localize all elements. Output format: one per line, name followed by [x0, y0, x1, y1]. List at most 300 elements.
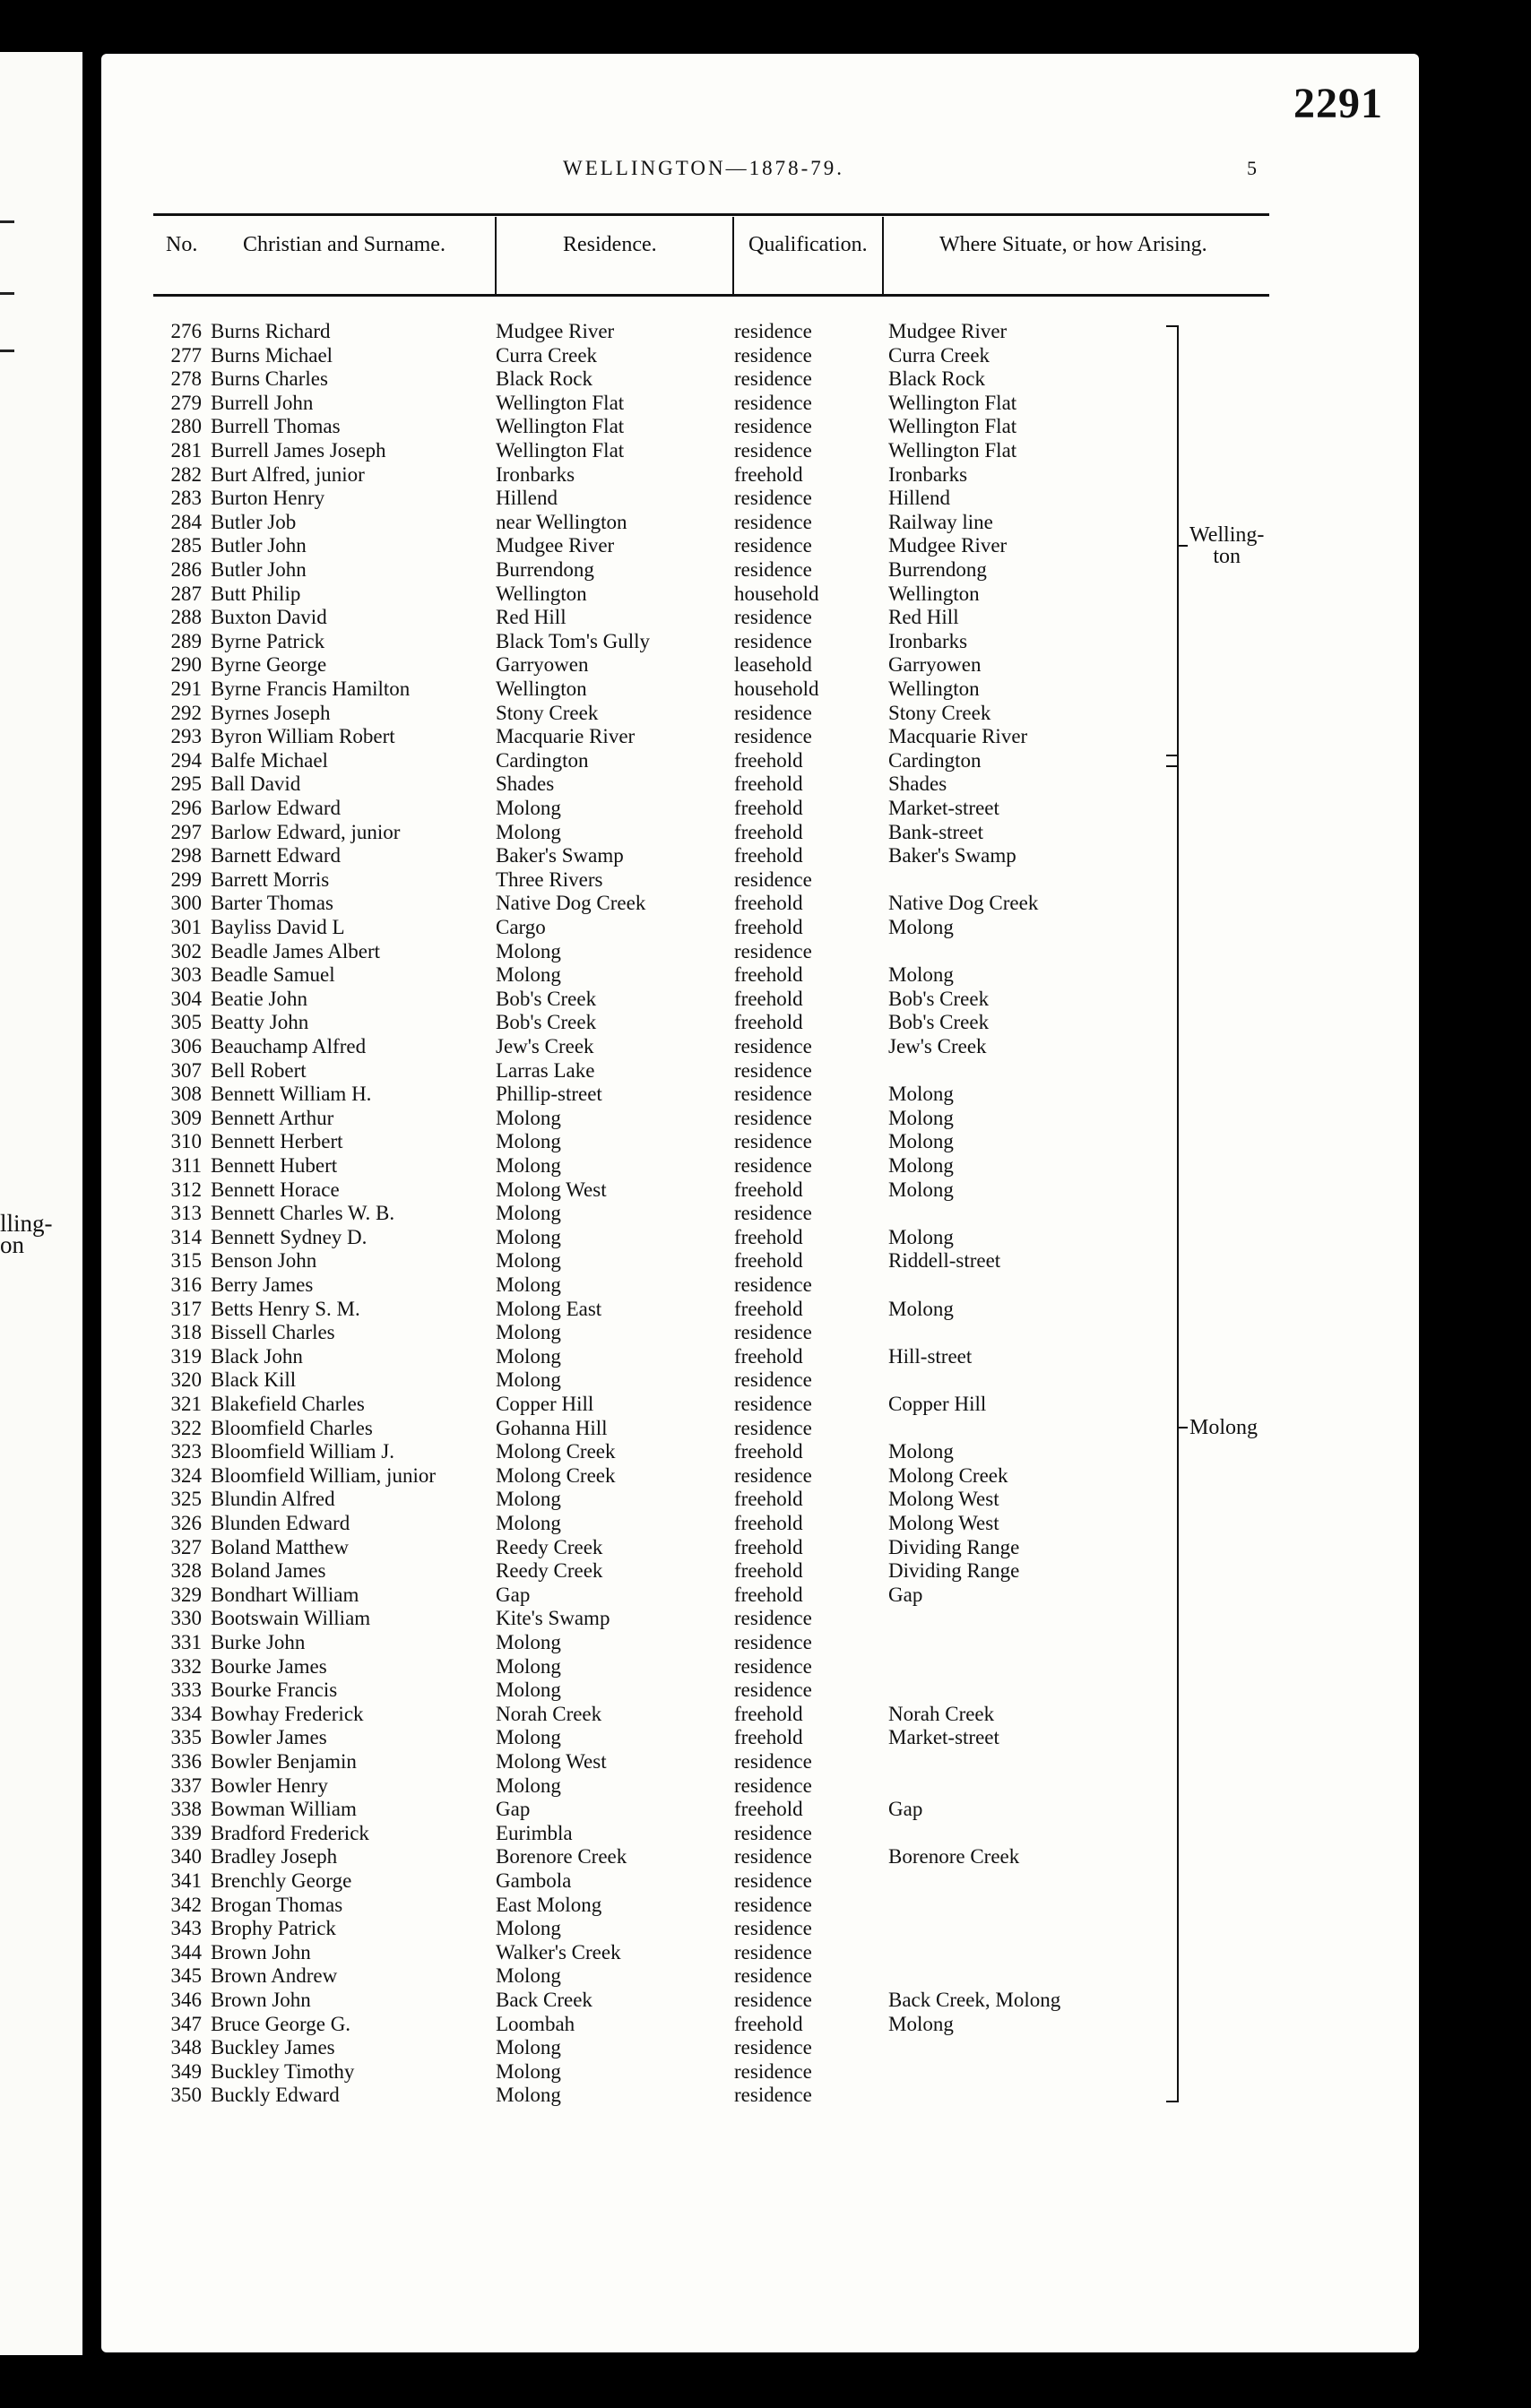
table-row: [101, 963, 1356, 987]
entry-name: Bradley Joseph: [211, 1845, 338, 1869]
entry-name: Bissell Charles: [211, 1321, 335, 1344]
entry-number: 287: [170, 582, 202, 605]
table-row: [101, 1607, 1356, 1630]
entry-number: 315: [170, 1249, 202, 1273]
table-row: [101, 1368, 1356, 1392]
bracket-stroke: [1166, 2101, 1179, 2102]
entry-name: Buckly Edward: [211, 2084, 340, 2107]
entry-name: Bloomfield William, junior: [211, 1463, 436, 1487]
entry-qualification: residence: [734, 343, 812, 367]
table-row: [101, 1178, 1356, 1202]
table-row: [101, 2060, 1356, 2084]
entry-number: 327: [170, 1535, 202, 1558]
entry-number: 323: [170, 1440, 202, 1463]
entry-name: Buxton David: [211, 606, 327, 629]
entry-number: 316: [170, 1273, 202, 1296]
entry-residence: Molong: [496, 1679, 561, 1702]
column-header-name: Christian and Surname.: [243, 233, 445, 256]
entry-qualification: residence: [734, 1273, 812, 1296]
entry-qualification: residence: [734, 1083, 812, 1106]
entry-residence: Molong: [496, 1631, 561, 1653]
table-row: [101, 868, 1356, 892]
table-row: [101, 1536, 1356, 1559]
entry-number: 336: [170, 1750, 202, 1773]
table-row: [101, 940, 1356, 963]
entry-name: Bennett Horace: [211, 1178, 340, 1201]
entry-number: 334: [170, 1702, 202, 1725]
entry-qualification: household: [734, 582, 819, 605]
entry-number: 278: [170, 367, 202, 391]
entry-where-situate: Norah Creek: [888, 1702, 995, 1725]
entry-number: 279: [170, 391, 202, 414]
entry-name: Burrell James Joseph: [211, 439, 386, 462]
entry-residence: Molong West: [496, 1750, 607, 1773]
entry-residence: Bob's Creek: [496, 1011, 597, 1034]
page-number: 2291: [1293, 80, 1383, 127]
entry-number: 332: [170, 1654, 202, 1678]
entry-number: 314: [170, 1225, 202, 1248]
entry-residence: Shades: [496, 772, 555, 796]
entry-name: Black Kill: [211, 1368, 297, 1392]
entry-where-situate: Copper Hill: [888, 1393, 987, 1415]
table-row: [101, 1584, 1356, 1607]
entry-where-situate: Cardington: [888, 748, 982, 772]
entry-residence: Phillip-street: [496, 1083, 602, 1106]
entry-number: 294: [170, 748, 202, 772]
entry-number: 317: [170, 1297, 202, 1320]
column-divider: [732, 217, 734, 294]
entry-qualification: residence: [734, 391, 812, 414]
table-row: [101, 653, 1356, 677]
entry-name: Black John: [211, 1344, 303, 1368]
column-header-where: Where Situate, or how Arising.: [939, 233, 1207, 256]
entry-number: 324: [170, 1463, 202, 1487]
entry-name: Bennett William H.: [211, 1083, 372, 1106]
entry-where-situate: Market-street: [888, 797, 999, 819]
entry-name: Barlow Edward: [211, 797, 341, 819]
entry-qualification: residence: [734, 1893, 812, 1916]
entry-qualification: freehold: [734, 772, 803, 796]
entry-where-situate: Stony Creek: [888, 701, 991, 724]
entry-where-situate: Railway line: [888, 510, 993, 533]
entry-name: Boland James: [211, 1559, 326, 1583]
entry-where-situate: Molong West: [888, 1512, 999, 1534]
entry-residence: Mudgee River: [496, 534, 615, 557]
entry-residence: Larras Lake: [496, 1058, 595, 1082]
entry-residence: Gambola: [496, 1869, 572, 1892]
entry-qualification: residence: [734, 1750, 812, 1773]
entry-name: Barrett Morris: [211, 867, 330, 891]
entry-number: 300: [170, 892, 202, 915]
district-label: Welling- ton: [1189, 522, 1265, 568]
table-row: [101, 2036, 1356, 2059]
table-row: [101, 1726, 1356, 1749]
entry-number: 321: [170, 1393, 202, 1415]
entry-name: Ball David: [211, 772, 301, 796]
table-row: [101, 1631, 1356, 1654]
entry-residence: Molong: [496, 1654, 561, 1678]
entry-number: 305: [170, 1011, 202, 1034]
entry-number: 328: [170, 1559, 202, 1583]
entry-qualification: freehold: [734, 987, 803, 1010]
entry-name: Beatie John: [211, 987, 307, 1010]
entry-name: Brenchly George: [211, 1869, 352, 1892]
entry-number: 280: [170, 415, 202, 438]
entry-qualification: freehold: [734, 1702, 803, 1725]
entry-qualification: residence: [734, 367, 812, 391]
entry-qualification: freehold: [734, 963, 803, 987]
entry-where-situate: Red Hill: [888, 606, 959, 629]
entry-where-situate: Ironbarks: [888, 462, 968, 486]
table-row: [101, 1559, 1356, 1583]
table-row: [101, 1512, 1356, 1535]
entry-residence: Eurimbla: [496, 1821, 573, 1844]
entry-where-situate: Back Creek, Molong: [888, 1989, 1061, 2011]
table-row: [101, 1083, 1356, 1106]
entry-qualification: residence: [734, 1845, 812, 1869]
entry-residence: Molong: [496, 1726, 561, 1749]
entry-qualification: freehold: [734, 1559, 803, 1583]
entry-where-situate: Native Dog Creek: [888, 892, 1039, 915]
entry-where-situate: Molong: [888, 1083, 954, 1106]
table-row: [101, 1989, 1356, 2012]
entry-where-situate: Burrendong: [888, 558, 987, 581]
entry-number: 335: [170, 1726, 202, 1749]
entry-number: 337: [170, 1774, 202, 1797]
table-row: [101, 797, 1356, 820]
header-bottom-rule: [153, 294, 1269, 297]
entry-where-situate: Molong: [888, 1440, 954, 1463]
entry-where-situate: Garryowen: [888, 653, 982, 677]
entry-residence: Macquarie River: [496, 725, 636, 748]
entry-number: 286: [170, 558, 202, 581]
entry-residence: Burrendong: [496, 558, 594, 581]
entry-residence: Wellington Flat: [496, 415, 625, 438]
entry-qualification: residence: [734, 1964, 812, 1988]
entry-number: 333: [170, 1679, 202, 1702]
entry-where-situate: Molong: [888, 1297, 954, 1320]
entry-qualification: residence: [734, 1631, 812, 1653]
entry-where-situate: Molong: [888, 1225, 954, 1248]
entry-qualification: residence: [734, 2084, 812, 2107]
entry-residence: Molong Creek: [496, 1463, 616, 1487]
entry-name: Bennett Herbert: [211, 1130, 343, 1153]
entry-number: 341: [170, 1869, 202, 1892]
column-divider: [882, 217, 884, 294]
entry-where-situate: Molong: [888, 1178, 954, 1201]
entry-name: Bennett Sydney D.: [211, 1225, 368, 1248]
table-row: [101, 1679, 1356, 1702]
entry-residence: Ironbarks: [496, 462, 575, 486]
entry-name: Byron William Robert: [211, 725, 395, 748]
table-row: [101, 1894, 1356, 1917]
entry-qualification: residence: [734, 939, 812, 962]
entry-qualification: freehold: [734, 1178, 803, 1201]
table-row: [101, 1345, 1356, 1368]
entry-residence: Black Rock: [496, 367, 593, 391]
district-label: Molong: [1189, 1415, 1259, 1439]
entry-where-situate: Borenore Creek: [888, 1845, 1020, 1869]
entry-qualification: freehold: [734, 1726, 803, 1749]
table-row: [101, 1822, 1356, 1845]
entry-name: Bell Robert: [211, 1058, 307, 1082]
table-row: [101, 1321, 1356, 1344]
entry-name: Bowler Benjamin: [211, 1750, 357, 1773]
entry-residence: Reedy Creek: [496, 1559, 603, 1583]
entry-qualification: residence: [734, 629, 812, 652]
header-top-rule: [153, 213, 1269, 216]
entry-qualification: residence: [734, 1869, 812, 1892]
entry-qualification: freehold: [734, 892, 803, 915]
entry-residence: Borenore Creek: [496, 1845, 627, 1869]
entry-name: Bruce George G.: [211, 2012, 351, 2035]
entry-residence: Molong: [496, 2084, 561, 2107]
table-row: [101, 415, 1356, 438]
entry-where-situate: Curra Creek: [888, 343, 990, 367]
entry-name: Blakefield Charles: [211, 1393, 365, 1415]
entry-where-situate: Molong: [888, 1130, 954, 1153]
entry-qualification: freehold: [734, 1798, 803, 1821]
entry-name: Bowman William: [211, 1798, 357, 1821]
entry-qualification: freehold: [734, 1488, 803, 1511]
entry-where-situate: Black Rock: [888, 367, 985, 391]
entry-qualification: residence: [734, 1130, 812, 1153]
column-header-residence: Residence.: [563, 233, 657, 256]
table-row: [101, 725, 1356, 748]
entry-qualification: residence: [734, 534, 812, 557]
entry-name: Beatty John: [211, 1011, 309, 1034]
entry-where-situate: Molong: [888, 1154, 954, 1177]
entry-qualification: residence: [734, 558, 812, 581]
column-header-no: No.: [166, 233, 198, 256]
entry-residence: Baker's Swamp: [496, 844, 624, 867]
entry-number: 344: [170, 1940, 202, 1964]
entry-residence: Molong: [496, 1130, 561, 1153]
entry-residence: Mudgee River: [496, 320, 615, 342]
entry-number: 326: [170, 1512, 202, 1534]
entry-qualification: freehold: [734, 844, 803, 867]
entry-name: Benson John: [211, 1249, 317, 1273]
entry-residence: Molong: [496, 1154, 561, 1177]
entry-name: Bloomfield Charles: [211, 1416, 373, 1439]
entry-number: 339: [170, 1821, 202, 1844]
entry-number: 308: [170, 1083, 202, 1106]
entry-residence: near Wellington: [496, 510, 627, 533]
entry-residence: Molong: [496, 1106, 561, 1129]
entry-number: 295: [170, 772, 202, 796]
entry-name: Butler John: [211, 558, 307, 581]
entry-name: Berry James: [211, 1273, 314, 1296]
entry-qualification: freehold: [734, 797, 803, 819]
table-row: [101, 1249, 1356, 1273]
entry-residence: Three Rivers: [496, 867, 603, 891]
entry-number: 303: [170, 963, 202, 987]
entry-number: 283: [170, 487, 202, 510]
table-row: [101, 320, 1356, 343]
entry-residence: Cardington: [496, 748, 589, 772]
table-row: [101, 487, 1356, 510]
table-row: [101, 749, 1356, 772]
table-row: [101, 1774, 1356, 1798]
table-row: [101, 772, 1356, 796]
entry-residence: Black Tom's Gully: [496, 629, 651, 652]
entry-qualification: freehold: [734, 1249, 803, 1273]
entry-where-situate: Bob's Creek: [888, 987, 990, 1010]
entry-name: Bennett Arthur: [211, 1106, 334, 1129]
entry-number: 340: [170, 1845, 202, 1869]
entry-number: 311: [171, 1154, 202, 1177]
entry-residence: Gohanna Hill: [496, 1416, 608, 1439]
entry-where-situate: Dividing Range: [888, 1559, 1020, 1583]
entry-qualification: residence: [734, 439, 812, 462]
entry-name: Bowler Henry: [211, 1774, 328, 1797]
table-row: [101, 1417, 1356, 1440]
entry-name: Brophy Patrick: [211, 1917, 336, 1940]
running-head: WELLINGTON—1878-79.: [563, 157, 844, 179]
entry-residence: Molong: [496, 1512, 561, 1534]
entry-qualification: residence: [734, 701, 812, 724]
entry-qualification: freehold: [734, 1512, 803, 1534]
previous-page-mark: [0, 350, 14, 352]
entry-name: Brown Andrew: [211, 1964, 338, 1988]
entry-number: 320: [170, 1368, 202, 1392]
entry-qualification: freehold: [734, 1344, 803, 1368]
entry-residence: Molong: [496, 1225, 561, 1248]
entry-number: 302: [170, 939, 202, 962]
entry-number: 281: [170, 439, 202, 462]
table-row: [101, 702, 1356, 725]
entry-residence: Wellington: [496, 678, 587, 700]
entry-number: 325: [170, 1488, 202, 1511]
entry-where-situate: Market-street: [888, 1726, 999, 1749]
entry-residence: Stony Creek: [496, 701, 599, 724]
entry-residence: Gap: [496, 1583, 531, 1606]
entry-qualification: residence: [734, 510, 812, 533]
entry-name: Bradford Frederick: [211, 1821, 369, 1844]
entry-qualification: residence: [734, 1917, 812, 1940]
entry-where-situate: Bank-street: [888, 820, 984, 843]
entry-number: 338: [170, 1798, 202, 1821]
entry-number: 350: [170, 2084, 202, 2107]
entry-number: 276: [170, 320, 202, 342]
register-page: [101, 54, 1419, 2352]
entry-qualification: freehold: [734, 462, 803, 486]
entry-qualification: residence: [734, 1821, 812, 1844]
entry-where-situate: Dividing Range: [888, 1535, 1020, 1558]
table-row: [101, 1869, 1356, 1893]
entry-name: Brown John: [211, 1940, 311, 1964]
entry-qualification: residence: [734, 1989, 812, 2011]
entry-number: 277: [170, 343, 202, 367]
entry-residence: Molong: [496, 1774, 561, 1797]
entry-residence: Copper Hill: [496, 1393, 594, 1415]
entry-residence: Molong West: [496, 1178, 607, 1201]
table-row: [101, 2013, 1356, 2036]
entry-name: Bayliss David L: [211, 916, 345, 938]
entry-where-situate: Wellington: [888, 678, 980, 700]
entry-name: Bowhay Frederick: [211, 1702, 364, 1725]
entry-name: Byrnes Joseph: [211, 701, 331, 724]
entry-qualification: residence: [734, 1463, 812, 1487]
entry-name: Burton Henry: [211, 487, 325, 510]
entry-residence: Molong: [496, 820, 561, 843]
entry-number: 301: [170, 916, 202, 938]
entry-qualification: freehold: [734, 748, 803, 772]
entry-number: 285: [170, 534, 202, 557]
entry-qualification: residence: [734, 867, 812, 891]
entry-qualification: freehold: [734, 2012, 803, 2035]
entry-number: 310: [170, 1130, 202, 1153]
entry-name: Burns Michael: [211, 343, 333, 367]
table-row: [101, 1440, 1356, 1463]
entry-qualification: residence: [734, 1058, 812, 1082]
previous-page-mark: [0, 292, 14, 295]
entry-qualification: freehold: [734, 1297, 803, 1320]
entry-residence: Molong: [496, 1249, 561, 1273]
entry-where-situate: Riddell-street: [888, 1249, 1001, 1273]
entry-name: Burrell Thomas: [211, 415, 341, 438]
entry-residence: Reedy Creek: [496, 1535, 603, 1558]
entry-residence: Molong: [496, 1273, 561, 1296]
entry-residence: Bob's Creek: [496, 987, 597, 1010]
entry-qualification: residence: [734, 2036, 812, 2059]
entry-residence: Molong: [496, 1964, 561, 1988]
entry-name: Boland Matthew: [211, 1535, 349, 1558]
table-row: [101, 511, 1356, 534]
table-row: [101, 821, 1356, 844]
entry-qualification: residence: [734, 487, 812, 510]
entry-name: Byrne Francis Hamilton: [211, 678, 411, 700]
entry-residence: Walker's Creek: [496, 1940, 621, 1964]
table-row: [101, 1798, 1356, 1821]
entry-number: 319: [170, 1344, 202, 1368]
entry-qualification: leasehold: [734, 653, 812, 677]
entry-residence: Curra Creek: [496, 343, 598, 367]
entry-qualification: residence: [734, 1154, 812, 1177]
entry-name: Bootswain William: [211, 1607, 371, 1630]
entry-where-situate: Hillend: [888, 487, 950, 510]
table-row: [101, 1035, 1356, 1058]
table-row: [101, 844, 1356, 867]
table-row: [101, 1917, 1356, 1940]
entry-name: Blunden Edward: [211, 1512, 350, 1534]
entry-where-situate: Hill-street: [888, 1344, 973, 1368]
table-row: [101, 344, 1356, 367]
table-row: [101, 439, 1356, 462]
entry-name: Blundin Alfred: [211, 1488, 335, 1511]
entry-qualification: residence: [734, 1654, 812, 1678]
entry-where-situate: Bob's Creek: [888, 1011, 990, 1034]
entry-number: 347: [170, 2012, 202, 2035]
entry-name: Burns Richard: [211, 320, 331, 342]
entry-where-situate: Molong: [888, 916, 954, 938]
entry-where-situate: Gap: [888, 1798, 923, 1821]
entry-number: 331: [170, 1631, 202, 1653]
entry-residence: Molong: [496, 963, 561, 987]
entry-residence: Molong: [496, 1368, 561, 1392]
entry-name: Barlow Edward, junior: [211, 820, 401, 843]
entry-qualification: freehold: [734, 1225, 803, 1248]
previous-page-edge: [0, 52, 82, 2355]
entry-number: 284: [170, 510, 202, 533]
table-row: [101, 1059, 1356, 1083]
entry-where-situate: Molong West: [888, 1488, 999, 1511]
entry-name: Burt Alfred, junior: [211, 462, 365, 486]
table-row: [101, 1964, 1356, 1988]
entry-name: Bourke Francis: [211, 1679, 338, 1702]
entry-residence: Molong: [496, 1321, 561, 1344]
entry-number: 312: [170, 1178, 202, 1201]
